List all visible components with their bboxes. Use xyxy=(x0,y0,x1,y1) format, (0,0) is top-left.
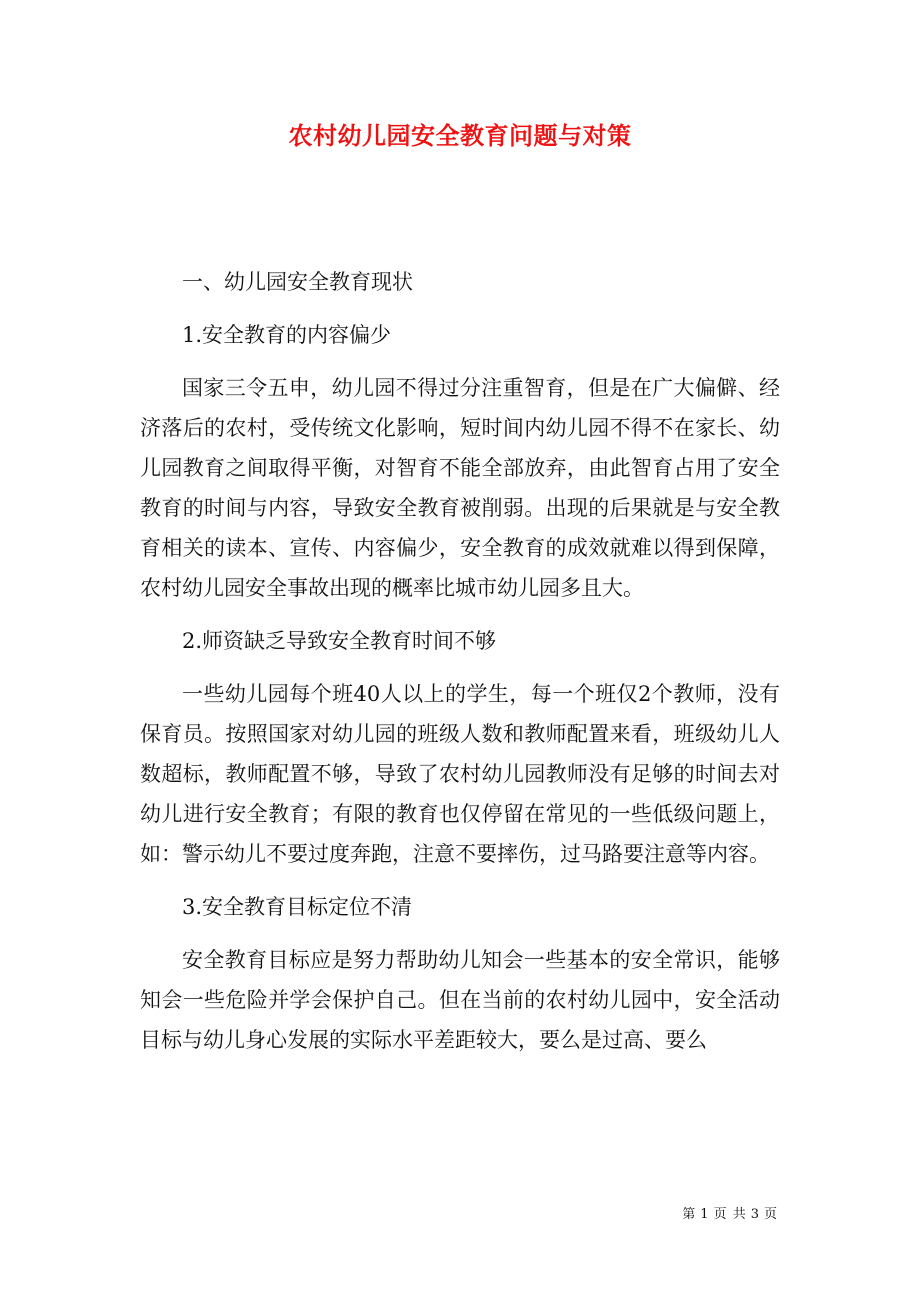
page-label-prefix: 第 xyxy=(682,1207,697,1222)
document-body xyxy=(140,262,780,1073)
paragraph: 国家三令五申，幼儿园不得过分注重智育，但是在广大偏僻、经济落后的农村，受传统文化影响，短时间内幼儿园不得不在家长、幼儿园教育之间取得平衡，对智育不能全部放弃，由此智育占用了安全教育的时间与内容，导致安全教育被削弱。出现的后果就是与安全教育相关的读本、宣传、内容偏少，安全教育的成效就难以得到保障，农村幼儿园安全事故出现的概率比城市幼儿园多且大。 xyxy=(140,376,780,600)
subheading: 3.安全教育目标定位不清 xyxy=(182,895,413,919)
page-label-mid: 页 共 xyxy=(713,1207,747,1222)
page-label-suffix: 页 xyxy=(763,1207,778,1222)
total-pages: 3 xyxy=(750,1207,760,1222)
document-title: 农村幼儿园安全教育问题与对策 xyxy=(288,121,632,150)
paragraph: 安全教育目标应是努力帮助幼儿知会一些基本的安全常识，能够知会一些危险并学会保护自己。但在当前的农村幼儿园中，安全活动目标与幼儿身心发展的实际水平差距较大，要么是过高、要么 xyxy=(140,948,780,1052)
page-number: 1 xyxy=(700,1207,710,1222)
subheading: 1.安全教育的内容偏少 xyxy=(182,323,392,347)
subheading: 2.师资缺乏导致安全教育时间不够 xyxy=(182,629,497,653)
section-heading: 一、幼儿园安全教育现状 xyxy=(182,270,413,294)
paragraph: 一些幼儿园每个班40人以上的学生，每一个班仅2个教师，没有保育员。按照国家对幼儿园的班级人数和教师配置来看，班级幼儿人数超标，教师配置不够，导致了农村幼儿园教师没有足够的时间去对幼儿进行安全教育；有限的教育也仅停留在常见的一些低级问题上，如：警示幼儿不要过度奔跑，注意不要摔伤，过马路要注意等内容。 xyxy=(140,682,780,866)
page-footer xyxy=(680,1206,780,1224)
